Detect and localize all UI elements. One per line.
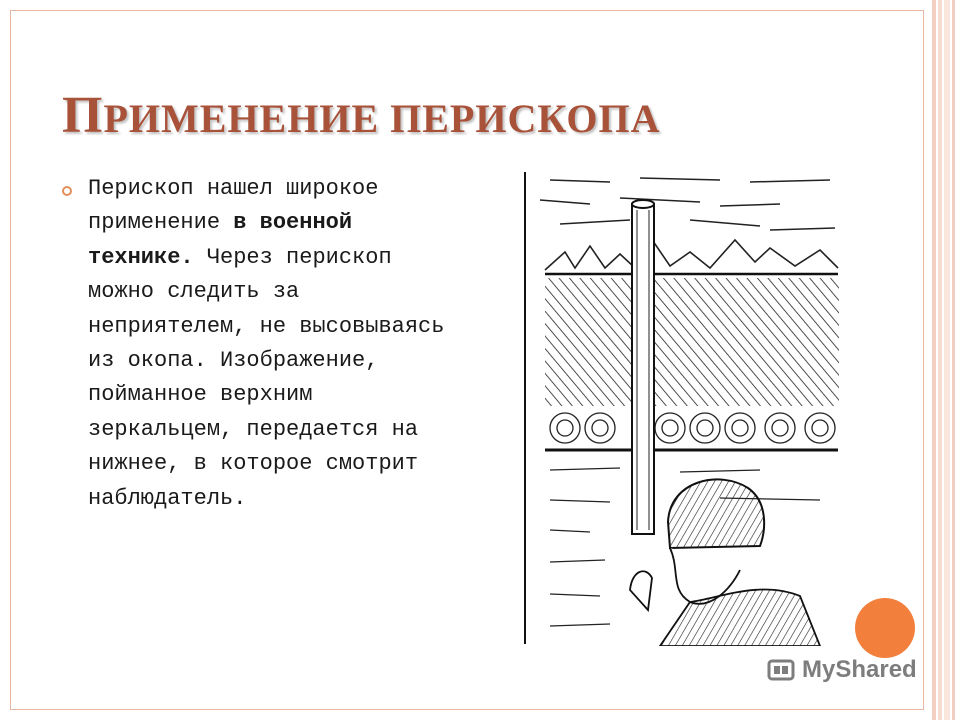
- accent-circle: [855, 598, 915, 658]
- decor-stripe: [938, 0, 942, 720]
- watermark-label: MyShared: [802, 656, 917, 683]
- myshared-logo-icon: [766, 655, 796, 685]
- decor-stripe: [944, 0, 950, 720]
- body-paragraph: [88, 172, 468, 516]
- periscope-illustration: [520, 170, 842, 646]
- title-initial: П: [62, 87, 104, 144]
- watermark: [766, 655, 917, 685]
- body-text-2: Через перископ можно следить за неприятелем, не высовываясь из окопа. Изображение, пойманное верхним зеркальцем, передается на нижнее, в которое смотрит наблюдатель.: [88, 244, 445, 511]
- body-text-bold: в военной технике.: [88, 210, 353, 270]
- decor-stripe: [952, 0, 955, 720]
- title-rest: РИМЕНЕНИЕ ПЕРИСКОПА: [103, 96, 661, 141]
- bullet-icon: [62, 186, 72, 196]
- slide-title: [62, 86, 660, 145]
- decor-stripe: [932, 0, 936, 720]
- body-text-1: Перископ нашел широкое применение: [88, 176, 379, 236]
